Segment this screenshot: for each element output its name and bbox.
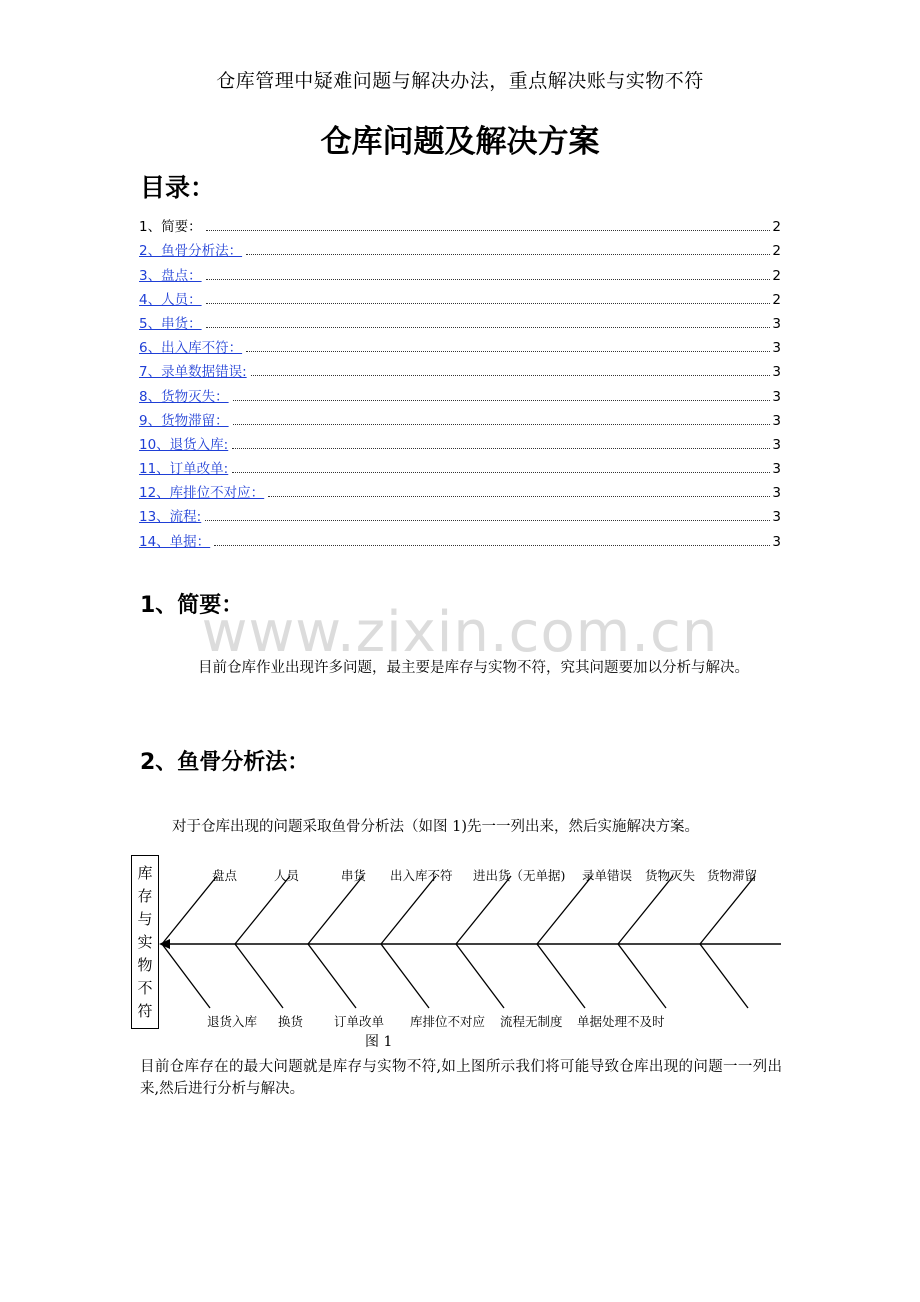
fishbone-rib <box>235 876 290 944</box>
toc-item-label: 1、简要： <box>139 219 202 236</box>
toc-item-page: 3 <box>772 436 781 453</box>
toc-item-label[interactable]: 8、货物灭失： <box>139 388 229 405</box>
fishbone-cause-label: 订单改单 <box>334 1014 385 1029</box>
toc-leader-dots <box>251 374 771 376</box>
toc-item-page: 2 <box>772 291 781 308</box>
toc-item-label[interactable]: 12、库排位不对应： <box>139 485 265 502</box>
toc-leader-dots <box>233 423 771 425</box>
toc-item[interactable] <box>139 308 781 332</box>
fishbone-cause-label: 换货 <box>278 1014 304 1029</box>
toc-item-label[interactable]: 4、人员： <box>139 291 202 308</box>
document-header: 仓库管理中疑难问题与解决办法，重点解决账与实物不符 <box>216 70 704 92</box>
fishbone-cause-label: 货物滞留 <box>707 868 758 883</box>
fishbone-head-char: 符 <box>137 1002 153 1020</box>
fishbone-rib <box>537 876 592 944</box>
fishbone-rib <box>700 944 748 1008</box>
toc-item-page: 2 <box>772 243 781 260</box>
fishbone-cause-label: 进出货（无单据) <box>473 868 566 883</box>
document-title: 仓库问题及解决方案 <box>320 124 600 160</box>
toc-item[interactable] <box>139 356 781 380</box>
toc-leader-dots <box>206 229 771 231</box>
toc-item[interactable] <box>139 477 781 501</box>
section-2-conclusion: 目前仓库存在的最大问题就是库存与实物不符,如上图所示我们将可能导致仓库出现的问题一一列出来,然后进行分析与解决。 <box>140 1059 782 1097</box>
fishbone-rib <box>381 876 436 944</box>
fishbone-head-char: 不 <box>137 979 153 997</box>
fishbone-rib <box>618 944 666 1008</box>
fishbone-head-char: 存 <box>137 887 153 905</box>
toc-leader-dots <box>214 544 770 546</box>
toc-item-page: 3 <box>772 412 781 429</box>
section-1-heading: 1、简要： <box>140 593 244 618</box>
fishbone-rib <box>456 944 504 1008</box>
fishbone-cause-label: 录单错误 <box>582 868 633 883</box>
toc-item-page: 3 <box>772 533 781 550</box>
fishbone-head-char: 与 <box>137 910 153 928</box>
toc-leader-dots <box>206 278 771 280</box>
toc-item-label[interactable]: 5、串货： <box>139 315 202 332</box>
fishbone-rib <box>700 876 755 944</box>
fishbone-cause-label: 库排位不对应 <box>410 1014 486 1029</box>
toc-leader-dots <box>205 519 770 521</box>
fishbone-cause-label: 盘点 <box>212 868 238 883</box>
toc-item[interactable] <box>139 525 781 549</box>
toc-item[interactable] <box>139 380 781 404</box>
toc-leader-dots <box>233 399 771 401</box>
fishbone-rib <box>456 876 511 944</box>
toc-leader-dots <box>246 350 770 352</box>
toc-item[interactable] <box>139 501 781 525</box>
toc-item[interactable] <box>139 453 781 477</box>
fishbone-head-char: 物 <box>137 956 153 974</box>
toc-leader-dots <box>232 447 770 449</box>
fishbone-cause-label: 出入库不符 <box>390 868 453 883</box>
fishbone-cause-label: 单据处理不及时 <box>577 1014 665 1029</box>
toc-item[interactable] <box>139 259 781 283</box>
toc-item[interactable] <box>139 405 781 429</box>
toc-item-page: 2 <box>772 219 781 236</box>
toc-item-page: 3 <box>772 388 781 405</box>
fishbone-cause-label: 串货 <box>341 868 367 883</box>
fishbone-cause-label: 货物灭失 <box>645 868 696 883</box>
fishbone-rib <box>537 944 585 1008</box>
fishbone-cause-label: 退货入库 <box>207 1014 258 1029</box>
fishbone-cause-label: 流程无制度 <box>500 1014 563 1029</box>
fishbone-head-char: 库 <box>137 864 153 882</box>
toc-leader-dots <box>268 495 770 497</box>
toc-item[interactable] <box>139 284 781 308</box>
fishbone-head-char: 实 <box>137 933 153 951</box>
fishbone-rib <box>308 944 356 1008</box>
fishbone-rib <box>381 944 429 1008</box>
fishbone-rib <box>618 876 673 944</box>
toc-item-page: 2 <box>772 267 781 284</box>
toc-item-page: 3 <box>772 509 781 526</box>
toc-item-page: 3 <box>772 315 781 332</box>
toc-leader-dots <box>206 302 771 304</box>
toc-leader-dots <box>232 471 770 473</box>
toc-item[interactable] <box>139 235 781 259</box>
fishbone-cause-label: 人员 <box>274 868 300 883</box>
toc-item-label[interactable]: 9、货物滞留： <box>139 412 229 429</box>
toc-leader-dots <box>206 326 771 328</box>
toc-item-label[interactable]: 2、鱼骨分析法： <box>139 243 243 260</box>
toc-item-page: 3 <box>772 364 781 381</box>
toc-item-label[interactable]: 6、出入库不符： <box>139 340 243 357</box>
fishbone-rib <box>235 944 283 1008</box>
toc-heading: 目录： <box>140 173 216 202</box>
toc-item[interactable] <box>139 429 781 453</box>
toc-item-label[interactable]: 3、盘点： <box>139 267 202 284</box>
toc-item-label[interactable]: 11、订单改单: <box>139 461 229 478</box>
toc-leader-dots <box>246 253 770 255</box>
figure-caption: 图 1 <box>365 1034 393 1050</box>
toc-item[interactable] <box>139 332 781 356</box>
toc-item-page: 3 <box>772 340 781 357</box>
toc-item-label[interactable]: 13、流程: <box>139 509 202 526</box>
table-of-contents <box>139 211 781 550</box>
toc-item-label[interactable]: 14、单据： <box>139 533 211 550</box>
toc-item-page: 3 <box>772 461 781 478</box>
fishbone-rib <box>162 944 210 1008</box>
toc-item-page: 3 <box>772 485 781 502</box>
toc-item-label[interactable]: 7、录单数据错误: <box>139 364 247 381</box>
section-2-heading: 2、鱼骨分析法： <box>140 750 310 775</box>
fishbone-rib <box>308 876 363 944</box>
toc-item <box>139 211 781 235</box>
section-2-intro: 对于仓库出现的问题采取鱼骨分析法（如图 1)先一一列出来，然后实施解决方案。 <box>172 819 699 835</box>
fishbone-rib <box>162 876 217 944</box>
section-1-text: 目前仓库作业出现许多问题，最主要是库存与实物不符，究其问题要加以分析与解决。 <box>198 660 749 676</box>
watermark: www.zixin.com.cn <box>201 600 719 665</box>
toc-item-label[interactable]: 10、退货入库: <box>139 436 229 453</box>
